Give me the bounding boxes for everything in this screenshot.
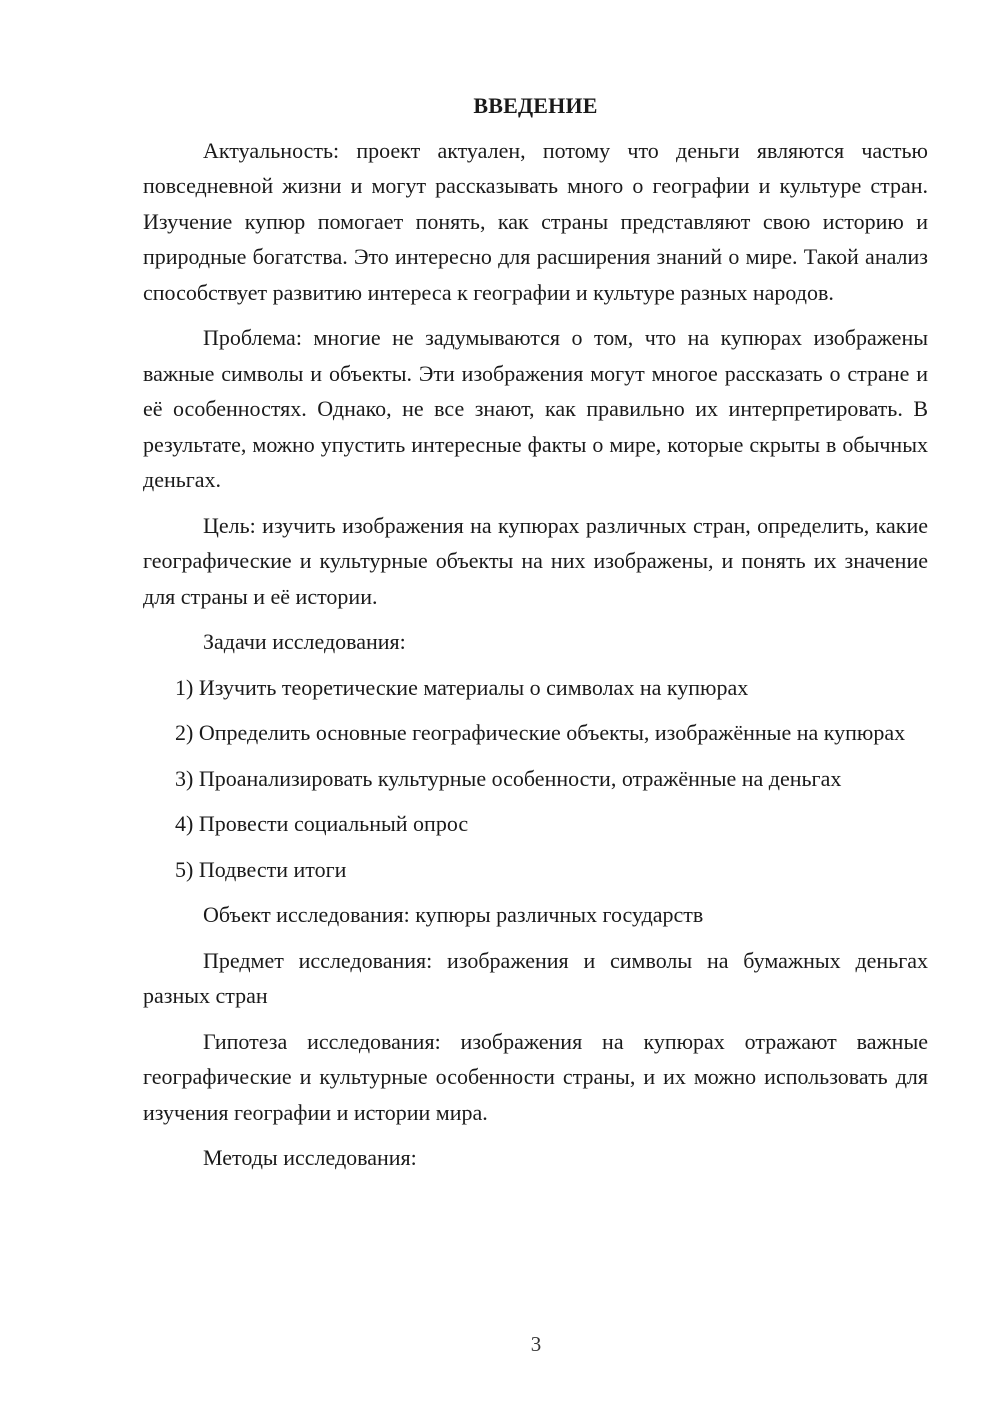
object-paragraph: Объект исследования: купюры различных государств: [203, 902, 704, 927]
subject-paragraph: Предмет исследования: изображения и символы на бумажных деньгах разных стран: [143, 947, 928, 1008]
task-item: 3) Проанализировать культурные особенности, отражённые на деньгах: [175, 765, 842, 791]
methods-heading: Методы исследования:: [203, 1145, 417, 1170]
page-number: 3: [530, 1332, 542, 1356]
task-item: 1) Изучить теоретические материалы о символах на купюрах: [175, 674, 749, 700]
document-page: [143, 88, 928, 1186]
task-item: 4) Провести социальный опрос: [175, 811, 469, 836]
task-item: 5) Подвести итоги: [175, 856, 347, 882]
section-title: ВВЕДЕНИЕ: [473, 93, 598, 118]
tasks-heading: Задачи исследования:: [203, 629, 406, 654]
relevance-paragraph: Актуальность: проект актуален, потому что деньги являются частью повседневной жизни и могут рассказывать много о географии и культуре стран. Изучение купюр помогает понять, как страны представляют свою историю и природные богатства. Это интересно для расширения знаний о мире. Такой анализ способствует развитию интереса к географии и культуре разных народов.: [143, 137, 928, 305]
hypothesis-paragraph: Гипотеза исследования: изображения на купюрах отражают важные географические и культурные особенности страны, и их можно использовать для изучения географии и истории мира.: [143, 1028, 928, 1125]
task-item: 2) Определить основные географические объекты, изображённые на купюрах: [175, 720, 906, 745]
goal-paragraph: Цель: изучить изображения на купюрах различных стран, определить, какие географические и культурные объекты на них изображены, и понять их значение для страны и её истории.: [143, 512, 928, 609]
problem-paragraph: Проблема: многие не задумываются о том, что на купюрах изображены важные символы и объекты. Эти изображения могут многое рассказать о стране и её особенностях. Однако, не все знают, как правильно их интерпретировать. В результате, можно упустить интересные факты о мире, которые скрыты в обычных деньгах.: [143, 325, 928, 492]
